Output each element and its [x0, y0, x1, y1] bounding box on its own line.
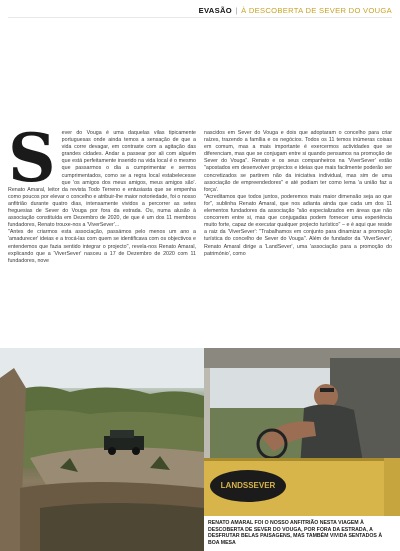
section-name: EVASÃO: [198, 6, 232, 15]
door-logo-text: LANDSSEVER: [220, 481, 276, 490]
article-column-1: [8, 119, 196, 265]
header-separator: |: [235, 6, 238, 15]
column2-paragraph-1: nascidos em Sever do Vouga e dois que adoptaram o concelho para criar raízes, trazendo a família e os negócios. Todos os 11 temos inúmeras coisas em comum, mas a mais importante é exercermos actividades que se diferenciam, mas que se conjugam entre si quando pensamos na promoção de Sever do Vouga". Renato e os seus companheiros na 'ViverSever' estão "apostados em desenvolver projectos e ideias que mais facilmente poderão ser concretizados se partirem não da iniciativa individual, mas sim de uma associação de empreendedores" e até podiam ter como lema 'a união faz a força'.: [204, 130, 392, 193]
header-rule: [8, 17, 392, 18]
article-column-2: [204, 130, 392, 258]
section-header: [199, 6, 392, 15]
column2-paragraph-2: "Acreditamos que todos juntos, poderemos mais maior dimensão seja ao que for", sublinha Renato Amaral, que nos adianta ainda que cada um dos 11 elementos fundadores da associação "são especializados em áreas que não concorrem entre si, mas que conjugadas podem fornecer uma experiência muito forte, capaz de executar qualquer projecto turístico" – e é aqui que reside a raiz da 'ViverSever': "Trabalhamos em conjunto para dinamizar a promoção turística do concelho de Sever do Vouga". Além de fundador da 'ViverSever', Renato Amaral dirige a 'LandSever', uma 'associação para a promoção do património', como: [204, 193, 392, 257]
driver-photo: [204, 348, 400, 516]
column1-paragraph-1: ever do Vouga é uma daquelas vilas tipicamente portuguesas onde ainda temos a sensação de que a vida corre devagar, em contraste com a agitação das grandes cidades. Andar a passear por ali com alguém que está perfeitamente inserido na vida local é o mesmo que passarmos o dia a cumprimentar e sermos cumprimentados, como se a regra local estabelecesse que 'os amigos dos meus amigos, meus amigos são'. Renato Amaral, leitor da revista Todo Terreno e entusiasta que se empenha como poucos por elevar o concelho e atribuir-lhe maior notoriedade, foi o nosso anfitrião durante quatro dias, intensamente vividos a percorrer as setes freguesias de Sever do Vouga por fora da estrada. Ou, numa alusão à associação constituída em Dezembro de 2020, de que é um dos 11 membros fundadores, Renato trouxe-nos a 'ViverSever'...: [8, 130, 196, 229]
section-subtitle: À DESCOBERTA DE SEVER DO VOUGA: [241, 6, 392, 15]
landscape-photo: [0, 348, 204, 551]
landscape-illustration: [0, 348, 204, 551]
column1-paragraph-2: "Antes de criarmos esta associação, passámos pelo menos um ano a 'amadurecer' ideias e a trocá-las com quem se identificava com os objectivos e entendemos que fazia sentido integrar o projecto", revela-nos Renato Amaral, explicando que a 'ViverSever' nasceu a 17 de Dezembro de 2020 com 11 fundadores, nove: [8, 229, 196, 264]
drop-cap: S: [8, 119, 56, 197]
driver-illustration: [204, 348, 400, 516]
photo-caption: RENATO AMARAL FOI O NOSSO ANFITRIÃO NESTA VIAGEM À DESCOBERTA DE SEVER DO VOUGA, POR FORA DA ESTRADA, A DESFRUTAR BELAS PAISAGENS, MAS TAMBÉM VIVIDA SENTADOS À BOA MESA: [208, 520, 383, 546]
